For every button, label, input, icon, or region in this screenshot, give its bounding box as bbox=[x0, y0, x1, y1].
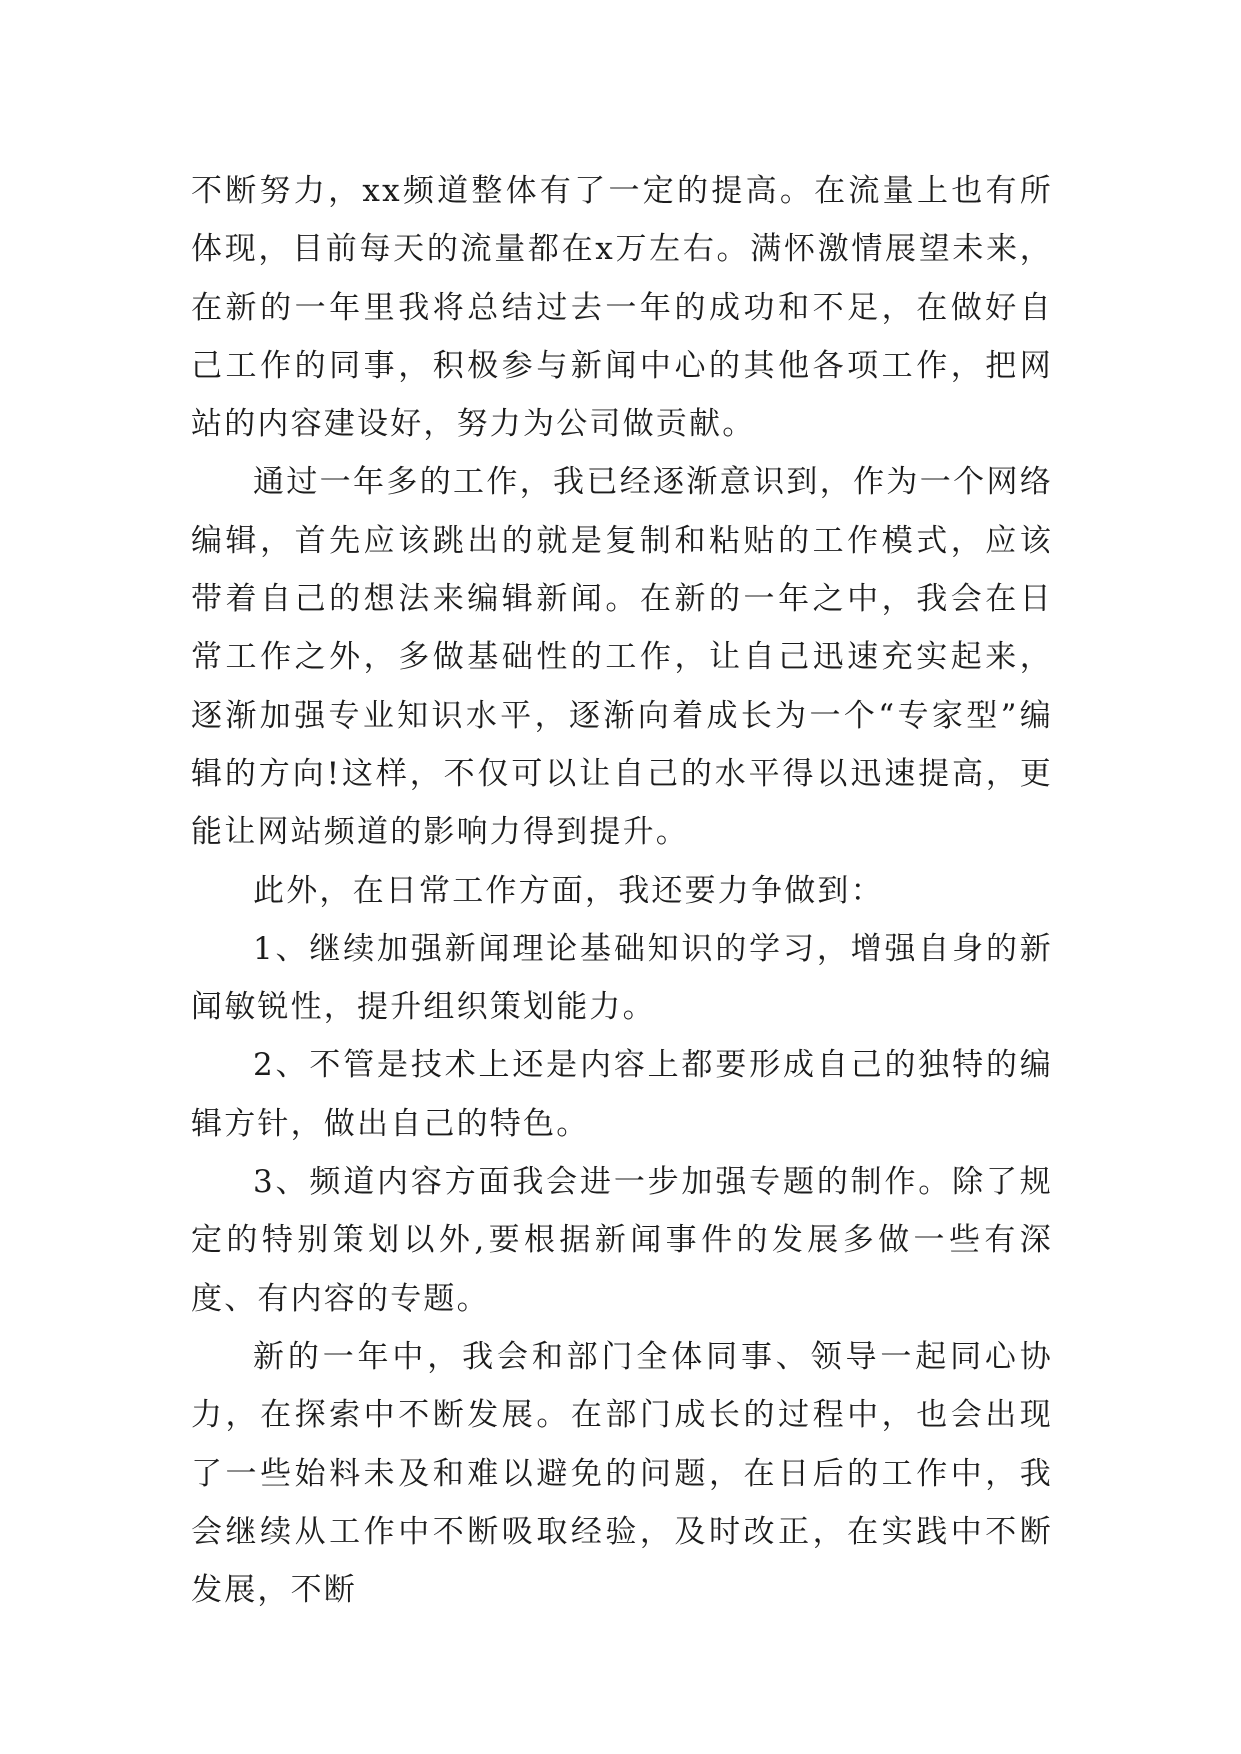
paragraph-1: 不断努力，xx频道整体有了一定的提高。在流量上也有所体现，目前每天的流量都在x万左右。满怀激情展望未来，在新的一年里我将总结过去一年的成功和不足，在做好自己工作的同事，积极参与新闻中心的其他各项工作，把网站的内容建设好，努力为公司做贡献。 bbox=[191, 173, 1053, 443]
list-item-1: 1、继续加强新闻理论基础知识的学习，增强自身的新闻敏锐性，提升组织策划能力。 bbox=[191, 930, 1053, 1026]
paragraph-2: 通过一年多的工作，我已经逐渐意识到，作为一个网络编辑，首先应该跳出的就是复制和粘贴的工作模式，应该带着自己的想法来编辑新闻。在新的一年之中，我会在日常工作之外，多做基础性的工作，让自己迅速充实起来，逐渐加强专业知识水平，逐渐向着成长为一个“专家型”编辑的方向!这样，不仅可以让自己的水平得以迅速提高，更能让网站频道的影响力得到提升。 bbox=[191, 464, 1053, 851]
paragraph-4: 新的一年中，我会和部门全体同事、领导一起同心协力，在探索中不断发展。在部门成长的过程中，也会出现了一些始料未及和难以避免的问题，在日后的工作中，我会继续从工作中不断吸取经验，及时改正，在实践中不断发展，不断 bbox=[191, 1338, 1053, 1609]
paragraph-3: 此外，在日常工作方面，我还要力争做到： bbox=[253, 872, 884, 909]
list-item-2: 2、不管是技术上还是内容上都要形成自己的独特的编辑方针，做出自己的特色。 bbox=[191, 1047, 1053, 1142]
document-body bbox=[191, 162, 1053, 1619]
list-item-3: 3、频道内容方面我会进一步加强专题的制作。除了规定的特别策划以外,要根据新闻事件的发展多做一些有深度、有内容的专题。 bbox=[191, 1164, 1053, 1317]
